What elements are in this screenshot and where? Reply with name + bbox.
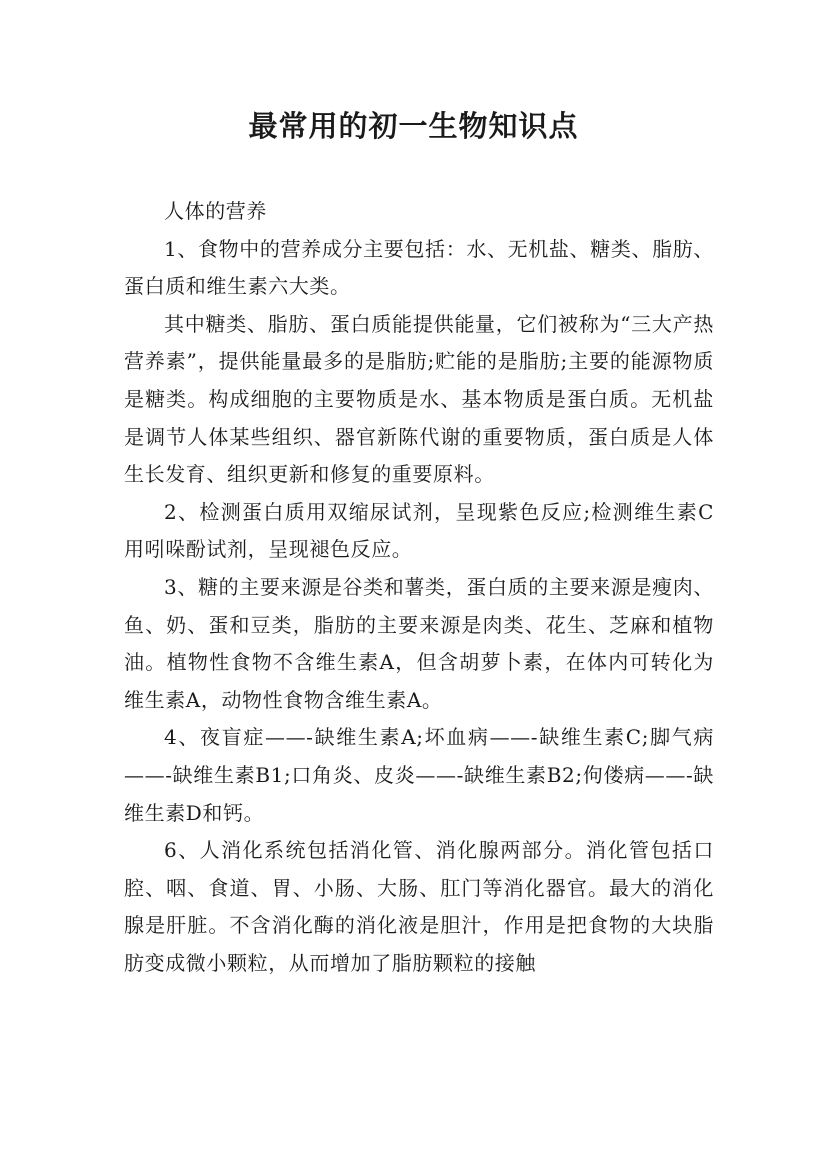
paragraph-3-sources: 3、糖的主要来源是谷类和薯类，蛋白质的主要来源是瘦肉、鱼、奶、蛋和豆类，脂肪的主要来源是肉类、花生、芝麻和植物油。植物性食物不含维生素A，但含胡萝卜素，在体内可转化为维生素A，动物性食物含维生素A。: [124, 574, 714, 712]
document-body: [124, 193, 714, 982]
paragraph-6-digestive-system: 6、人消化系统包括消化管、消化腺两部分。消化管包括口腔、咽、食道、胃、小肠、大肠、肛门等消化器官。最大的消化腺是肝脏。不含消化酶的消化液是胆汁，作用是把食物的大块脂肪变成微小颗粒，从而增加了脂肪颗粒的接触: [124, 838, 714, 975]
paragraph-4-deficiency: 4、夜盲症——-缺维生素A;坏血病——-缺维生素C;脚气病——-缺维生素B1;口角炎、皮炎——-缺维生素B2;佝偻病——-缺维生素D和钙。: [124, 725, 714, 825]
document-title: 最常用的初一生物知识点: [248, 109, 579, 143]
paragraph-2-detection: 2、检测蛋白质用双缩尿试剂，呈现紫色反应;检测维生素C用吲哚酚试剂，呈现褪色反应。: [124, 499, 714, 562]
paragraph-energy-nutrients: 其中糖类、脂肪、蛋白质能提供能量，它们被称为“三大产热营养素”，提供能量最多的是脂肪;贮能的是脂肪;主要的能源物质是糖类。构成细胞的主要物质是水、基本物质是蛋白质。无机盐是调节人体某些组织、器官新陈代谢的重要物质，蛋白质是人体生长发育、组织更新和修复的重要原料。: [124, 311, 714, 487]
section-heading-human-nutrition: 人体的营养: [164, 199, 267, 223]
paragraph-1-nutrients: 1、食物中的营养成分主要包括：水、无机盐、糖类、脂肪、蛋白质和维生素六大类。: [124, 236, 714, 299]
